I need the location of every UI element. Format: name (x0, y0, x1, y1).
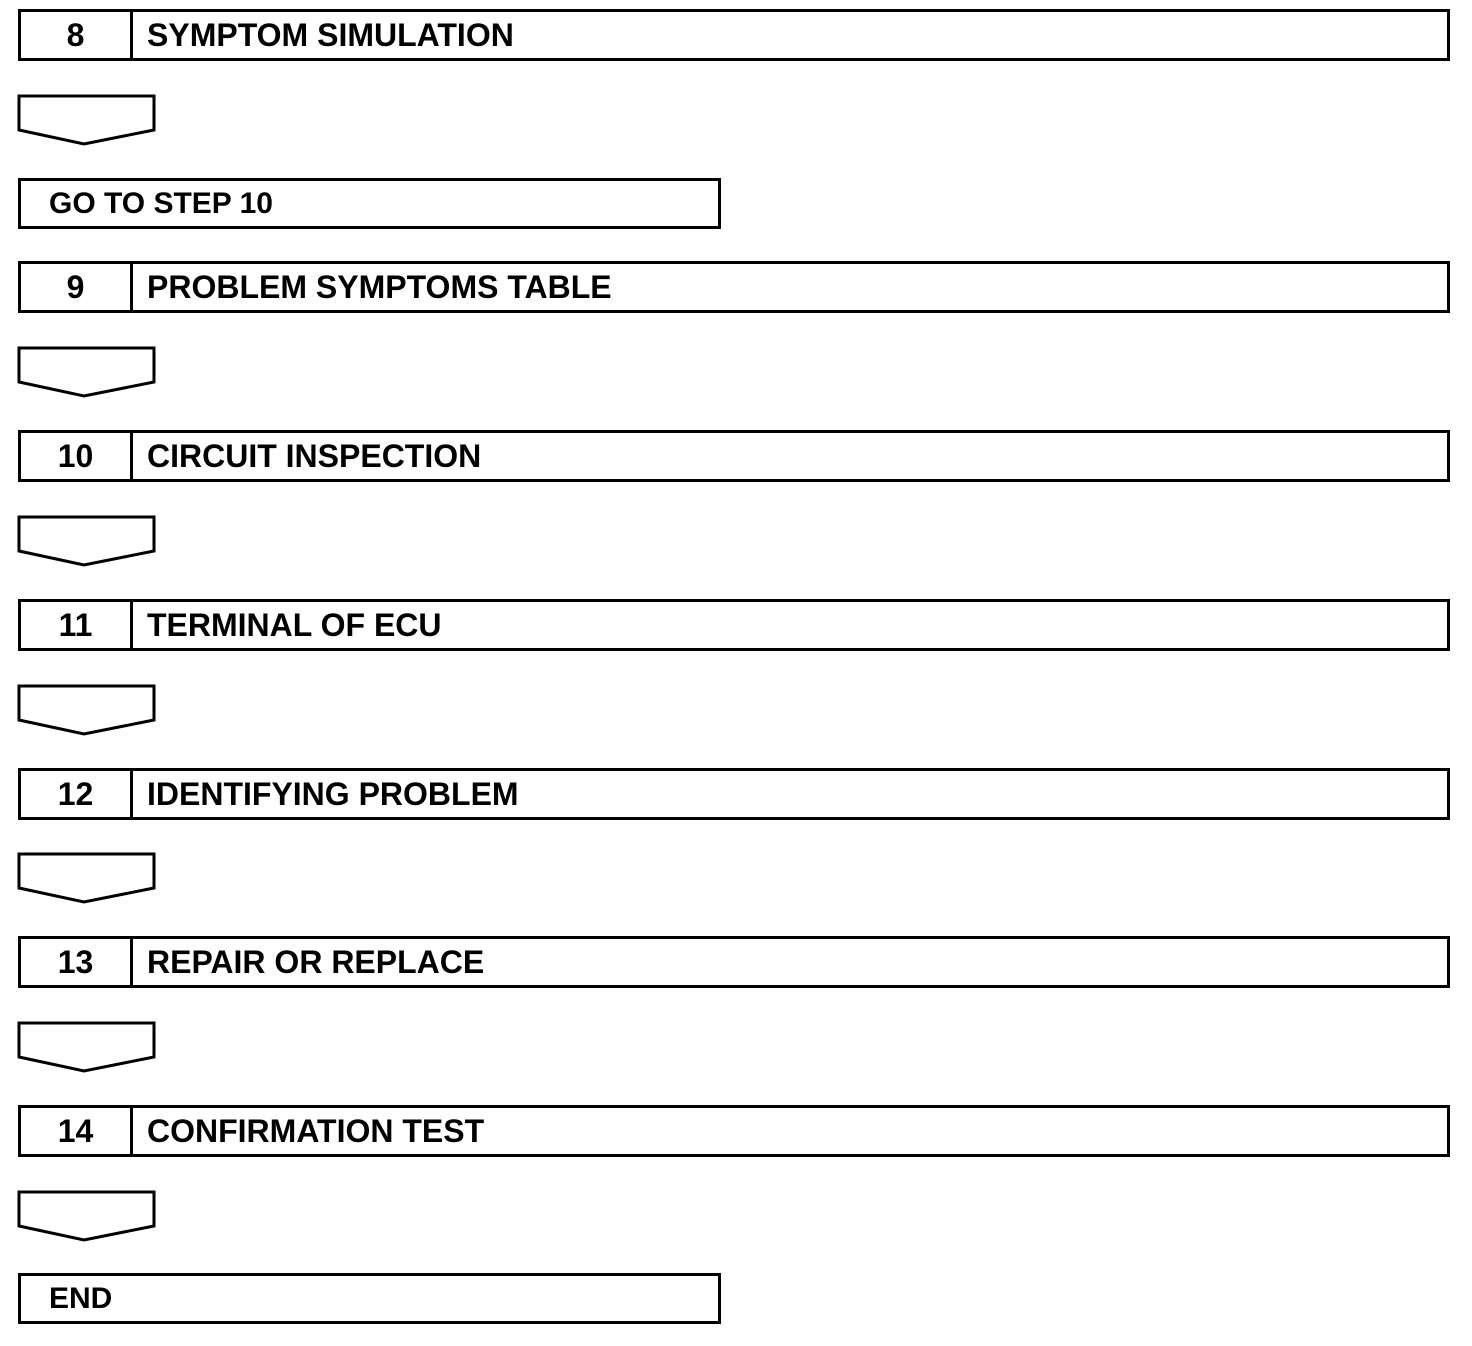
step-8-box (18, 9, 1450, 61)
down-arrow-icon (17, 684, 157, 736)
step-10-box (18, 430, 1450, 482)
end-box (18, 1273, 721, 1324)
step-11-box (18, 599, 1450, 651)
step-14-box (18, 1105, 1450, 1157)
step-title: CIRCUIT INSPECTION (147, 438, 482, 474)
note-text: GO TO STEP 10 (49, 187, 273, 220)
down-arrow-icon (17, 1190, 157, 1242)
step-12-box (18, 768, 1450, 820)
down-arrow-icon (17, 346, 157, 398)
step-number: 12 (21, 771, 133, 817)
step-title: REPAIR OR REPLACE (147, 944, 485, 980)
step-title: TERMINAL OF ECU (147, 607, 442, 643)
step-13-box (18, 936, 1450, 988)
down-arrow-icon (17, 94, 157, 146)
step-number: 10 (21, 433, 133, 479)
go-to-step-note (18, 178, 721, 229)
step-9-box (18, 261, 1450, 313)
step-title: CONFIRMATION TEST (147, 1113, 485, 1149)
step-number: 9 (21, 264, 133, 310)
note-text: END (49, 1282, 113, 1315)
down-arrow-icon (17, 515, 157, 567)
step-title: SYMPTOM SIMULATION (147, 17, 514, 53)
step-number: 11 (21, 602, 133, 648)
step-number: 13 (21, 939, 133, 985)
step-number: 14 (21, 1108, 133, 1154)
step-title: IDENTIFYING PROBLEM (147, 776, 519, 812)
step-number: 8 (21, 12, 133, 58)
down-arrow-icon (17, 852, 157, 904)
step-title: PROBLEM SYMPTOMS TABLE (147, 269, 612, 305)
down-arrow-icon (17, 1021, 157, 1073)
